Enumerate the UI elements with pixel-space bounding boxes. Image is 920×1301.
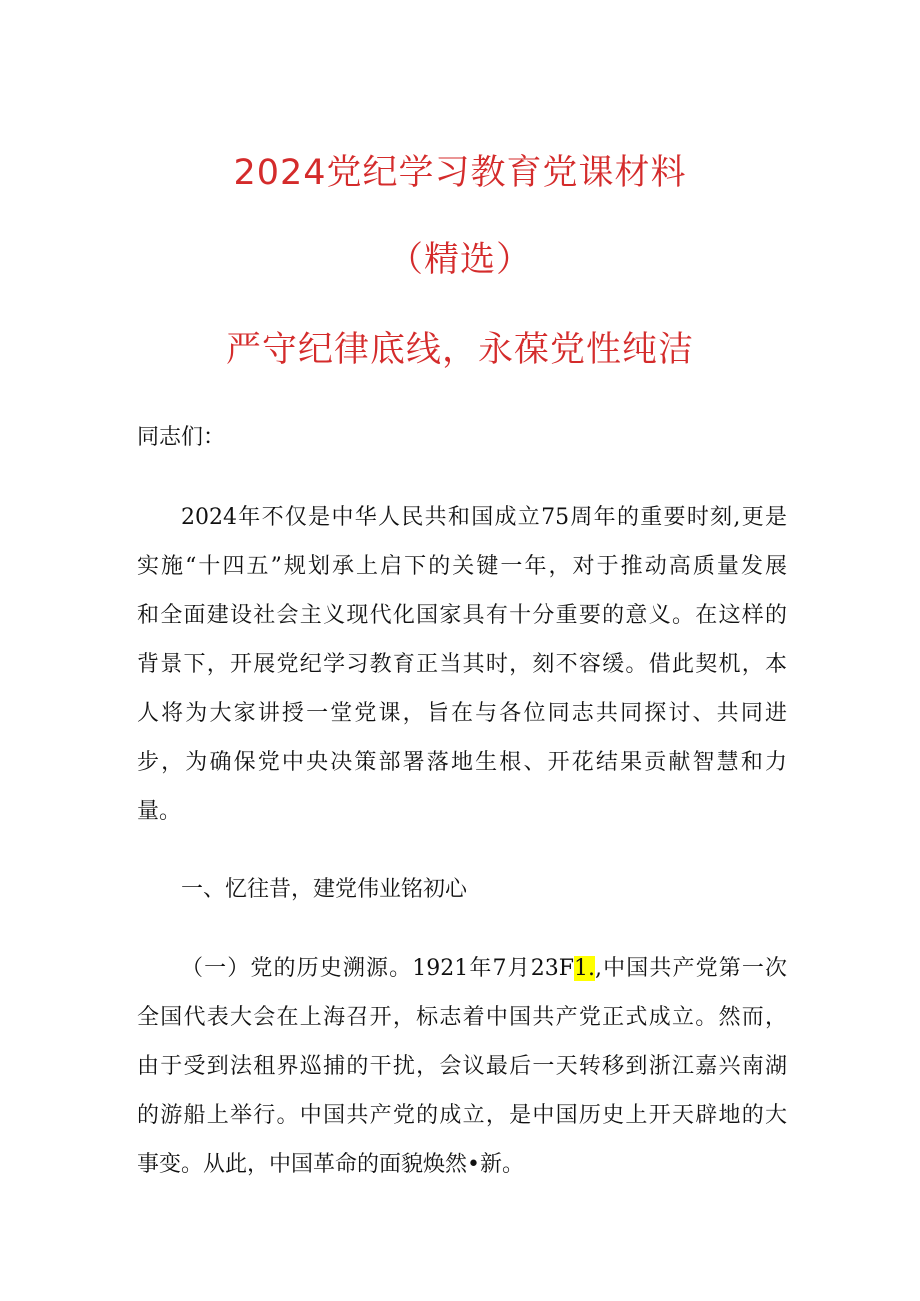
document-title: 2024党纪学习教育党课材料	[233, 153, 687, 193]
paragraph-line: 2024年不仅是中华人民共和国成立75周年的重要时刻,更是	[181, 505, 787, 530]
history-paragraph	[137, 944, 787, 1189]
paragraph-line: 背景下，开展党纪学习教育正当其时，刻不容缓。借此契机，本	[137, 652, 787, 677]
paragraph-line: 量。	[137, 799, 182, 824]
lecture-title: 严守纪律底线，永葆党性纯洁	[225, 330, 694, 370]
section-heading: 一、忆往昔，建党伟业铭初心	[181, 877, 468, 902]
history-lead-text: （一）党的历史溯源。1921年7月23F	[181, 956, 574, 981]
paragraph-line: 的游船上举行。中国共产党的成立，是中国历史上开天辟地的大	[137, 1103, 787, 1128]
paragraph-line: 实施“十四五”规划承上启下的关键一年，对于推动高质量发展	[137, 554, 787, 579]
greeting: 同志们：	[137, 425, 226, 450]
paragraph-line: 由于受到法租界巡捕的干扰，会议最后一天转移到浙江嘉兴南湖	[137, 1054, 787, 1079]
intro-paragraph	[137, 493, 787, 836]
paragraph-line: 人将为大家讲授一堂党课，旨在与各位同志共同探讨、共同进	[137, 701, 787, 726]
highlighted-text: 1.	[574, 956, 595, 981]
paragraph-line: 全国代表大会在上海召开，标志着中国共产党正式成立。然而，	[137, 1005, 787, 1030]
paragraph-line	[137, 944, 787, 993]
paragraph-line: 和全面建设社会主义现代化国家具有十分重要的意义。在这样的	[137, 603, 787, 628]
document-subtitle: （精选）	[387, 240, 532, 280]
history-lead-tail: ,中国共产党第一次	[595, 956, 787, 981]
paragraph-line: 步，为确保党中央决策部署落地生根、开花结果贡献智慧和力	[137, 750, 787, 775]
paragraph-line: 事变。从此，中国革命的面貌焕然•新。	[137, 1152, 524, 1177]
